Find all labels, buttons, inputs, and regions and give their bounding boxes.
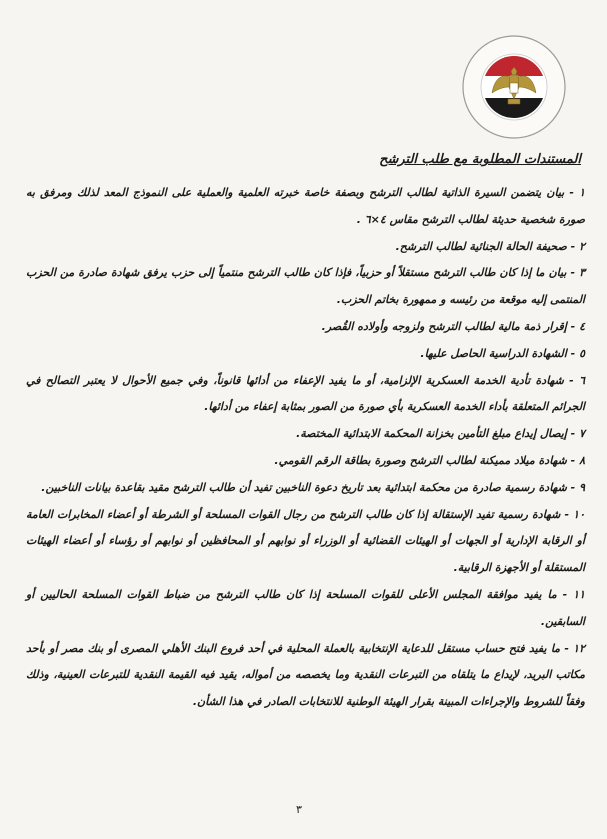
list-item: ٢ - صحيفة الحالة الجنائية لطالب الترشح.: [395, 239, 585, 253]
list-item: ١١ - ما يفيد موافقة المجلس الأعلى للقوات المسلحة إذا كان طالب الترشح من ضباط القوات المسلحة الحاليين أو السابقين.: [26, 587, 585, 628]
list-item: ٦ - شهادة تأدية الخدمة العسكرية الإلزامية، أو ما يفيد الإعفاء من أدائها قانوناً، وفي جميع الأحوال لا يعتبر التصالح في الجرائم المتعلقة بأداء الخدمة العسكرية بأي صورة من الصور بمثابة إعفاء من أدائها.: [26, 373, 585, 414]
list-item: ٥ - الشهادة الدراسية الحاصل عليها.: [420, 346, 585, 360]
document-heading: المستندات المطلوبة مع طلب الترشح: [379, 152, 581, 167]
list-item: ٩ - شهادة رسمية صادرة من محكمة ابتدائية بعد تاريخ دعوة الناخبين تفيد أن طالب الترشح مقيد بقاعدة بيانات الناخبين.: [41, 480, 585, 494]
list-item: ٨ - شهادة ميلاد مميكنة لطالب الترشح وصورة بطاقة الرقم القومي.: [274, 453, 585, 467]
required-documents-list: [26, 180, 585, 716]
national-election-authority-logo: [460, 33, 568, 141]
list-item: ٧ - إيصال إيداع مبلغ التأمين بخزانة المحكمة الابتدائية المختصة.: [296, 427, 585, 441]
logo-seal-icon: [460, 33, 568, 141]
list-item: ١ - بيان يتضمن السيرة الذاتية لطالب الترشح وبصفة خاصة خبرته العلمية والعملية على النموذج المعد لذلك ومرفق به صورة شخصية حديثة لطالب الترشح مقاس ٤×٦ .: [26, 186, 585, 226]
list-item: ٣ - بيان ما إذا كان طالب الترشح مستقلاً أو حزبياً، فإذا كان طالب الترشح منتمياً إلى حزب يرفق شهادة صادرة من الحزب المنتمى إليه موقعة من رئيسه و ممهورة بخاتم الحزب.: [26, 266, 585, 307]
page-number: ٣: [296, 803, 302, 816]
list-item: ١٠ - شهادة رسمية تفيد الإستقالة إذا كان طالب الترشح من رجال القوات المسلحة أو الشرطة أو أعضاء المخابرات العامة أو الرقابة الإدارية أو الجهات أو الهيئات القضائية أو الوزراء أو نوابهم أو المحافظين أو نوابهم أو رؤساء أو أعضاء الهيئات المستقلة أو الأجهزة الرقابية.: [26, 507, 585, 575]
list-item: ٤ - إقرار ذمة مالية لطالب الترشح ولزوجه وأولاده القُصر.: [321, 319, 585, 333]
list-item: ١٢ - ما يفيد فتح حساب مستقل للدعاية الإنتخابية بالعملة المحلية في أحد فروع البنك الأهلي المصرى أو بنك مصر أو بأحد مكاتب البريد، لإيداع ما يتلقاه من التبرعات النقدية وما يخصصه من أمواله، يقيد فيه القيمة النقدية للتبرعات العينية، وذلك وفقاً للشروط والإجراءات المبينة بقرار الهيئة الوطنية للانتخابات الصادر في هذا الشأن.: [26, 641, 585, 709]
